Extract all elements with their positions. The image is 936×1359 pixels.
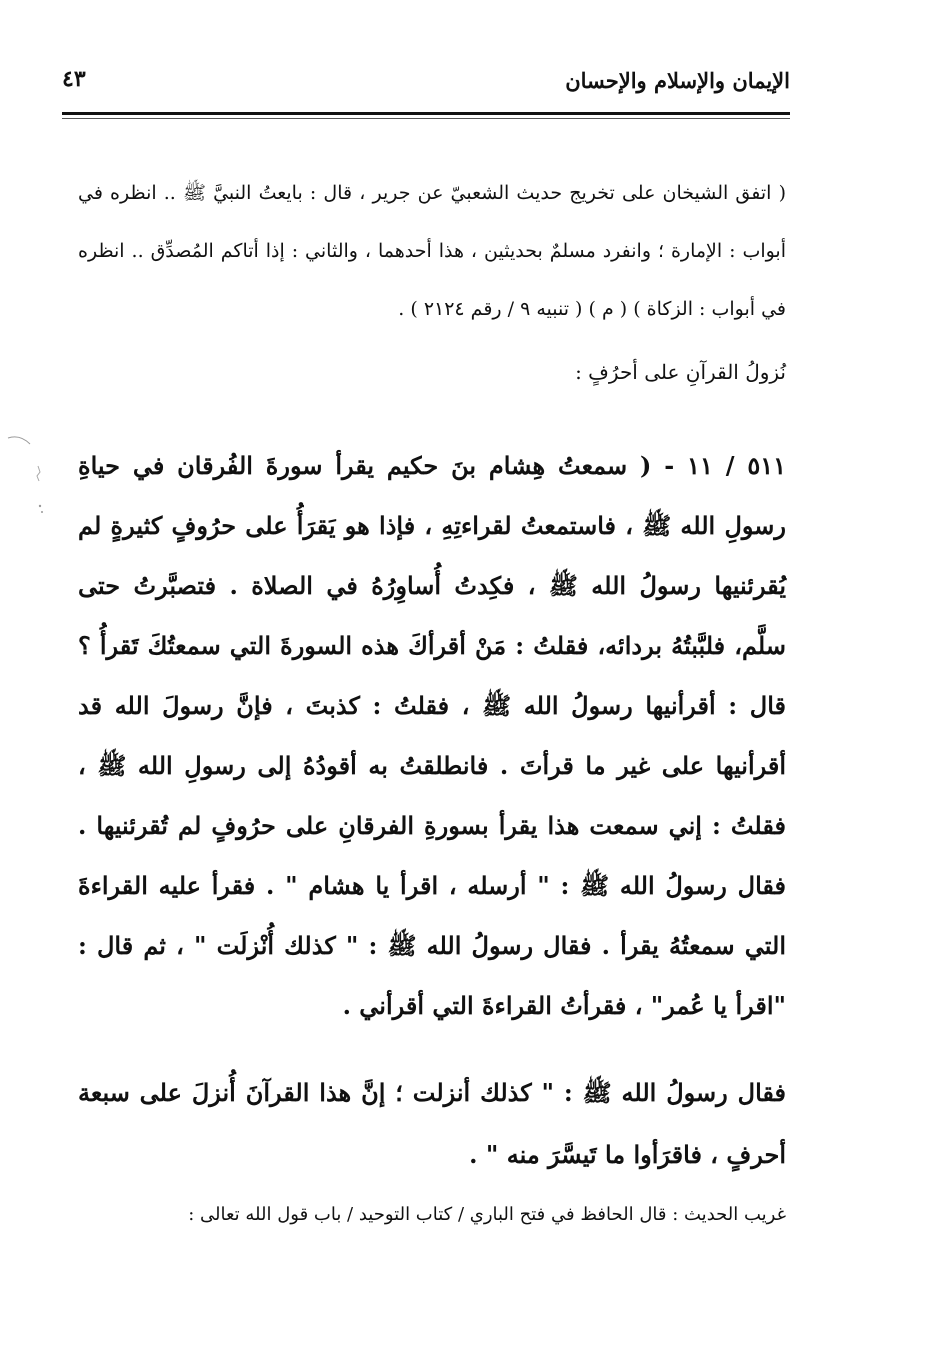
page-number: ٤٣ bbox=[62, 66, 86, 92]
hadith-conclusion: فقال رسولُ الله ﷺ : " كذلك أنزلت ؛ إنَّ هذا القرآنَ أُنزلَ على سبعة أحرفٍ ، فاقرَأوا ما تَيسَّرَ منه " . bbox=[78, 1078, 786, 1169]
header-rule-thick bbox=[62, 112, 790, 115]
section-heading: نُزولُ القرآنِ على أحرُفٍ : bbox=[575, 360, 786, 384]
running-title: الإيمان والإسلام والإحسان bbox=[565, 68, 790, 93]
footnote-gharib: غريب الحديث : قال الحافظ في فتح الباري / كتاب التوحيد / باب قول الله تعالى : bbox=[188, 1204, 786, 1225]
takhrij-note: ( اتفق الشيخان على تخريج حديث الشعبيّ عن جرير ، قال : بايعتُ النبيَّ ﷺ .. انظره في أبواب : الإمارة ؛ وانفرد مسلمٌ بحديثين ، هذا أحدهما ، والثاني : إذا أتاكم المُصدِّق .. انظره في أبواب : الزكاة ) ( م ) ( تنبيه ٩ / رقم ٢١٢٤ ) . bbox=[78, 182, 786, 320]
margin-scan-marks bbox=[4, 432, 44, 532]
header-rule-thin bbox=[62, 118, 790, 119]
hadith-text: ٥١١ / ١١ - ( سمعتُ هِشام بنَ حكيم يقرأ سورةَ الفُرقان في حياةِ رسولِ الله ﷺ ، فاستمعتُ لقراءتِهِ ، فإذا هو يَقرَأُ على حرُوفٍ كثيرةٍ لم يُقرئنيها رسولُ الله ﷺ ، فكِدتُ أُساوِرُهُ في الصلاة . فتصبَّرتُ حتى سلَّم، فلبَّبتُهُ بردائه، فقلتُ : مَنْ أقرأكَ هذه السورةَ التي سمعتُكَ تَقرأُ ؟ قال : أقرأنيها رسولُ الله ﷺ ، فقلتُ : كذبتَ ، فإنَّ رسولَ الله قد أقرأنيها على غير ما قرأتَ . فانطلقتُ به أقودُهُ إلى رسولِ الله ﷺ ، فقلتُ : إني سمعت هذا يقرأ بسورةِ الفرقانِ على حرُوفٍ لم تُقرئنيها . فقال رسولُ الله ﷺ : " أرسله ، اقرأ يا هشام " . فقرأ عليه القراءةَ التي سمعتُهُ يقرأ . فقال رسولُ الله ﷺ : " كذلك أُنْزلَت " ، ثم قال : "اقرأ يا عُمر" ، فقرأتُ القراءةَ التي أقرأني . bbox=[78, 451, 787, 1020]
page-header bbox=[62, 62, 790, 106]
